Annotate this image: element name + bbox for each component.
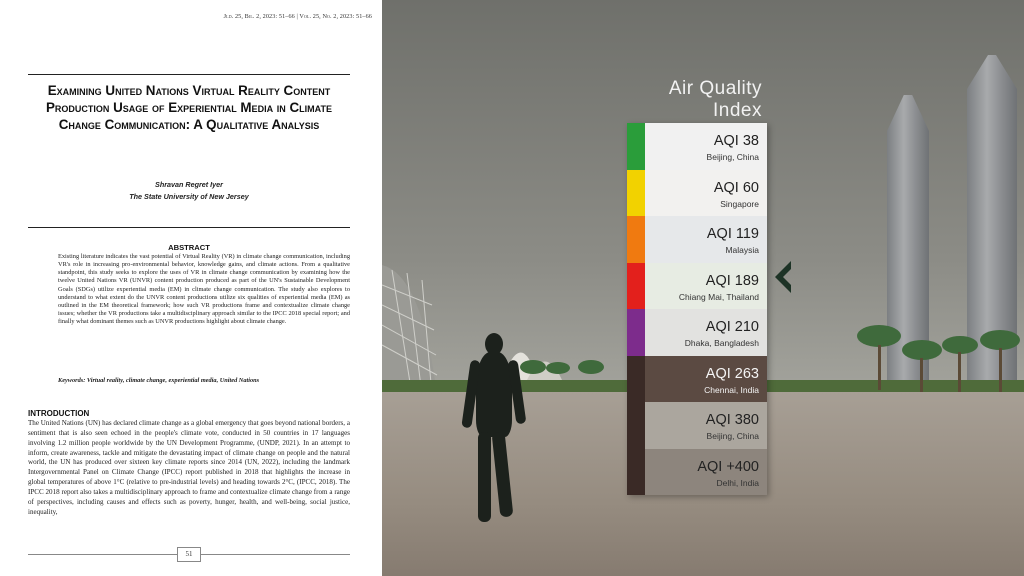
aqi-row xyxy=(627,216,767,263)
aqi-value: AQI 189 xyxy=(705,272,759,289)
journal-page xyxy=(0,0,382,576)
aqi-city: Malaysia xyxy=(725,245,759,255)
tree xyxy=(546,362,570,374)
abstract-top-rule xyxy=(28,227,350,228)
tree-trunk xyxy=(920,358,923,392)
aqi-board-title: Air Quality Index xyxy=(668,78,762,121)
author-affiliation: The State University of New Jersey xyxy=(129,192,249,201)
aqi-color-swatch xyxy=(627,309,645,356)
aqi-city: Beijing, China xyxy=(706,431,759,441)
aqi-value: AQI 210 xyxy=(705,319,759,335)
introduction-heading: INTRODUCTION xyxy=(28,409,90,418)
keywords: Keywords: Virtual reality, climate change, experiential media, United Nations xyxy=(58,377,260,384)
introduction-body: The United Nations (UN) has declared climate change as a global emergency that goes beyond national borders, a sentiment that is also seen echoed in the people's climate vote, conducted in 50 countries in 17 languages involving 1.2 million people worldwide by the UN Development Programme, (UNDP, 2021). In an attempt to inform, create awareness, tackle and mitigate the devastating impact of climate change on people and the natural world, the UN has produced over sixteen key climate reports since 2014 (UN, 2022), including the landmark Intergovernmental Panel on Climate Change (IPCC) report published in 2018 that highlights the increase in global temperatures of above 1°C (relative to pre-industrial levels) and heading towards 2°C, (IPCC, 2018). The IPCC 2018 report also takes a multidisciplinary approach to frame and contextualize climate change from a range of perspectives, including causes and effects such as poverty, hunger, health, and well-being, social justice, inequality, xyxy=(28,419,350,516)
aqi-value: AQI 119 xyxy=(706,226,759,242)
aqi-value: AQI 60 xyxy=(713,179,759,196)
avatar-leg-left xyxy=(478,432,491,522)
aqi-value: AQI +400 xyxy=(697,458,759,475)
aqi-row xyxy=(627,309,767,356)
tree-trunk xyxy=(999,348,1002,392)
aqi-color-swatch xyxy=(627,356,645,403)
aqi-city: Chennai, India xyxy=(704,384,759,395)
aqi-city: Chiang Mai, Thailand xyxy=(678,291,759,302)
paper-title: Examining United Nations Virtual Reality Content Production Usage of Experiential Media in Climate Change Communication: A Qualitative Analysis xyxy=(45,83,333,133)
aqi-row xyxy=(627,263,767,310)
aqi-city: Beijing, China xyxy=(706,152,759,162)
aqi-color-swatch xyxy=(627,123,645,170)
aqi-color-swatch xyxy=(627,216,645,263)
aqi-row xyxy=(627,170,767,217)
tree xyxy=(578,360,604,374)
tree xyxy=(520,360,546,374)
aqi-city: Singapore xyxy=(720,198,759,209)
running-head: Jld. 25, Bil. 2, 2023: 51–66 | Vol. 25, No. 2, 2023: 51–66 xyxy=(223,13,372,20)
aqi-row xyxy=(627,123,767,170)
aqi-value: AQI 263 xyxy=(705,365,759,382)
avatar-body xyxy=(476,352,512,437)
author-name: Shravan Regret Iyer xyxy=(155,180,223,189)
tree xyxy=(902,340,942,360)
aqi-color-swatch xyxy=(627,402,645,449)
abstract-body: Existing literature indicates the vast potential of Virtual Reality (VR) in climate change communication, including VR's role in increasing pro-environmental behavior, knowledge gains, and climate actions. From a qualitative standpoint, this study seeks to explore the uses of VR in climate change communication by examining how the twelve United Nations VR (UNVR) content production produced as part of the UN's Sustainable Development Goals (SDGs) utilize experiential media (EM) in climate change communication. The study also explores to understand to what extent do the UNVR content productions utilize six qualities of experiential media (EM) as outlined in the EM theoretical framework; how such VR productions frame and contextualize climate change issues; whether the VR productions take a multidisciplinary approach similar to the IPCC 2018 special report; and finally what dominant themes such as UNVR productions highlight about climate change. xyxy=(58,253,350,326)
abstract-heading: ABSTRACT xyxy=(168,243,210,252)
chevron-left-icon[interactable] xyxy=(771,259,793,295)
tree xyxy=(857,325,901,347)
footer-rule-left xyxy=(28,554,178,555)
aqi-value: AQI 38 xyxy=(713,133,759,149)
tree-trunk xyxy=(878,345,881,390)
aqi-row xyxy=(627,356,767,403)
aqi-color-swatch xyxy=(627,170,645,217)
page-number: 51 xyxy=(177,547,201,562)
aqi-city: Delhi, India xyxy=(716,477,759,488)
title-top-rule xyxy=(28,74,350,75)
footer-rule-right xyxy=(200,554,350,555)
aqi-color-swatch xyxy=(627,449,645,496)
aqi-value: AQI 380 xyxy=(705,412,759,428)
stadium-lattice xyxy=(382,245,442,395)
tree-trunk xyxy=(958,352,961,392)
aqi-color-swatch xyxy=(627,263,645,310)
aqi-board xyxy=(627,123,767,495)
aqi-city: Dhaka, Bangladesh xyxy=(684,338,759,348)
vr-scene xyxy=(382,0,1024,576)
aqi-row xyxy=(627,402,767,449)
tree xyxy=(980,330,1020,350)
aqi-row xyxy=(627,449,767,496)
